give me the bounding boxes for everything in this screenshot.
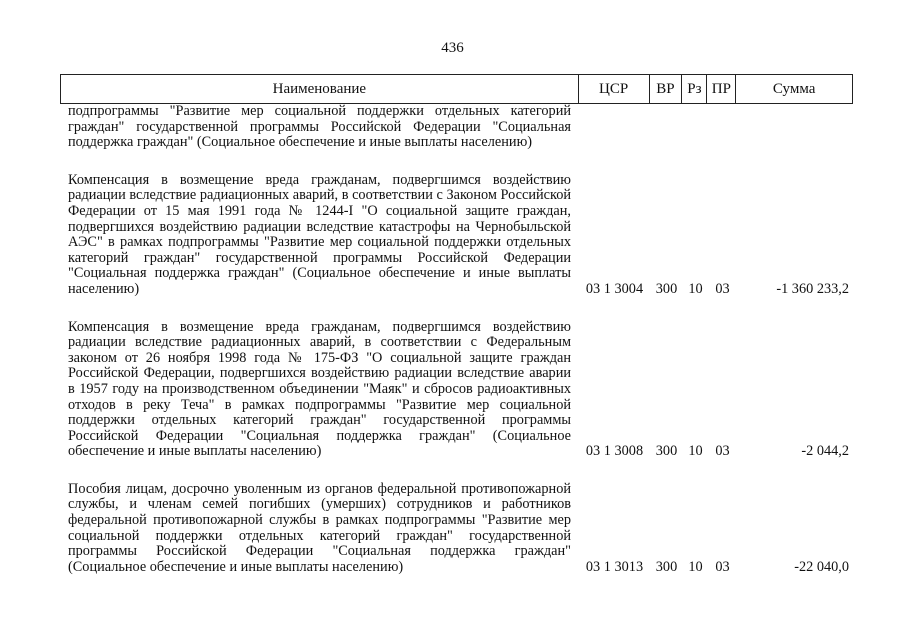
header-vr: ВР (650, 75, 683, 103)
table-row (60, 104, 853, 151)
row-name: Компенсация в возмещение вреда гражданам, подвергшимся воздействию радиации вследствие радиационных аварий, в соответствии с Законом Российской Федерации от 15 мая 1991 года № 1244-I "О социальной защите граждан, подвергшихся воздействию радиации вследствие катастрофы на Чернобыльской АЭС" в рамках подпрограммы "Развитие мер социальной поддержки отдельных категорий граждан" государственной программы Российской Федерации "Социальная поддержка граждан" (Социальное обеспечение и иные выплаты населению) (68, 171, 571, 297)
header-name: Наименование (61, 75, 579, 103)
row-pr: 03 (715, 443, 730, 460)
table-header (60, 74, 853, 104)
header-csr: ЦСР (579, 75, 650, 103)
page-number: 436 (441, 40, 464, 56)
row-vr: 300 (655, 280, 678, 297)
header-pr: ПР (707, 75, 736, 103)
row-vr: 300 (655, 558, 678, 575)
row-csr: 03 1 3013 (585, 558, 644, 575)
row-name: Пособия лицам, досрочно уволенным из органов федеральной противопожарной службы, и членам семей погибших (умерших) сотрудников и работников федеральной противопожарной службы в рамках подпрограммы "Развитие мер социальной поддержки отдельных категорий граждан" государственной программы Российской Федерации "Социальная поддержка граждан" (Социальное обеспечение и иные выплаты населению) (68, 480, 571, 575)
row-pr: 03 (715, 558, 730, 575)
row-csr: 03 1 3004 (585, 280, 644, 297)
table-row (60, 482, 853, 576)
row-pr: 03 (715, 280, 730, 297)
row-sum: -22 040,0 (794, 558, 849, 575)
header-sum: Сумма (772, 80, 816, 97)
table-row (60, 173, 853, 298)
row-sum: -2 044,2 (801, 443, 849, 460)
row-csr: 03 1 3008 (585, 443, 644, 460)
row-rz: 10 (688, 558, 703, 575)
row-sum: -1 360 233,2 (776, 280, 849, 297)
row-name: Компенсация в возмещение вреда гражданам, подвергшимся воздействию радиации вследствие радиационных аварий, в соответствии с Федеральным законом от 26 ноября 1998 года № 175-ФЗ "О социальной защите граждан Российской Федерации, подвергшихся воздействию радиации вследствие аварии в 1957 году на производственном объединении "Маяк" и сбросов радиоактивных отходов в реку Теча" в рамках подпрограммы "Развитие мер социальной поддержки отдельных категорий граждан" государственной программы Российской Федерации "Социальная поддержка граждан" (Социальное обеспечение и иные выплаты населению) (68, 318, 571, 460)
row-name: подпрограммы "Развитие мер социальной поддержки отдельных категорий граждан" государственной программы Российской Федерации "Социальная поддержка граждан" (Социальное обеспечение и иные выплаты населению) (68, 103, 571, 151)
header-rz: Рз (682, 75, 707, 103)
table-row (60, 320, 853, 460)
table-body (60, 104, 853, 575)
row-vr: 300 (655, 443, 678, 460)
row-rz: 10 (688, 280, 703, 297)
row-rz: 10 (688, 443, 703, 460)
